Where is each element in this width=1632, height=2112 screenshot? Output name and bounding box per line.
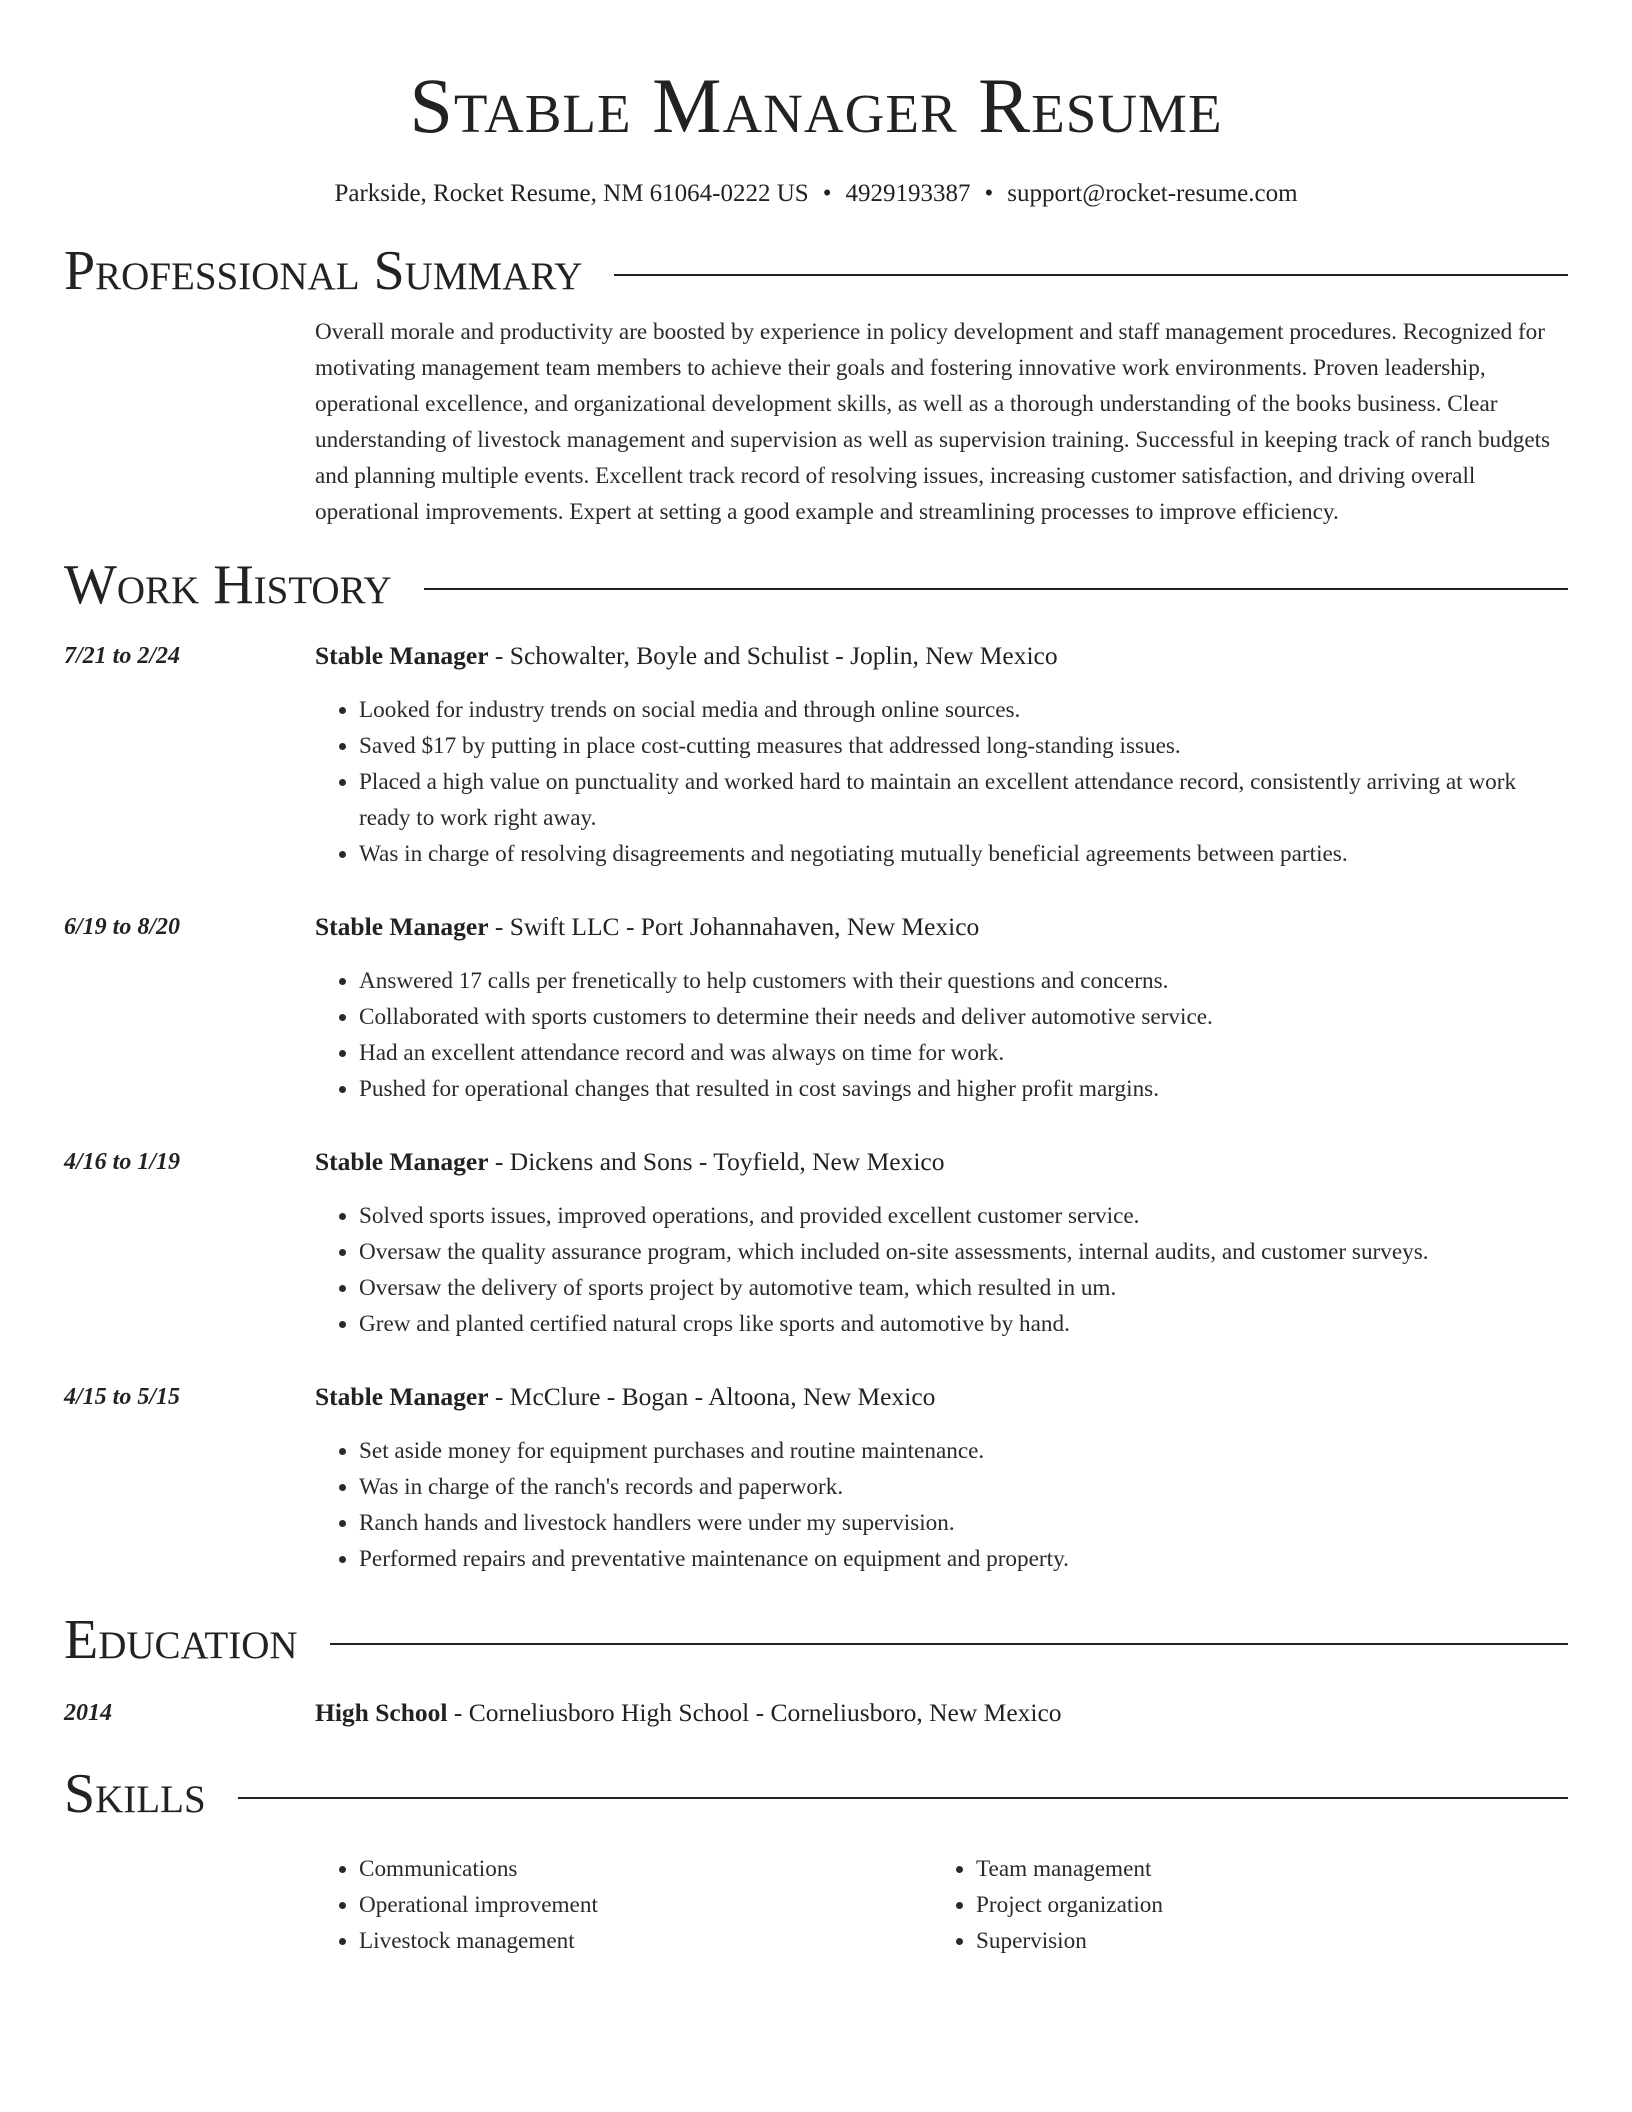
skills-section-header: [64, 1761, 1568, 1827]
resume-page: [64, 0, 1568, 1959]
section-divider: [614, 274, 1568, 276]
job-title-line: [315, 909, 1568, 945]
education-year: 2014: [64, 1700, 112, 1726]
education-line: [315, 1695, 1062, 1731]
skill-item: • Supervision: [976, 1923, 1163, 1959]
job-bullet: • Was in charge of the ranch's records and paperwork.: [359, 1469, 1568, 1505]
section-divider: [238, 1797, 1568, 1799]
education-section-title: Education: [64, 1609, 298, 1671]
job-bullet: • Answered 17 calls per frenetically to help customers with their questions and concerns.: [359, 963, 1568, 999]
skill-item: • Livestock management: [359, 1923, 932, 1959]
job-role: Stable Manager: [315, 1382, 489, 1411]
skill-item: • Project organization: [976, 1887, 1163, 1923]
job-role: Stable Manager: [315, 1147, 489, 1176]
job-entry: [64, 638, 1568, 872]
job-title-line: [315, 1379, 1568, 1415]
job-title-line: [315, 638, 1568, 674]
job-bullet: • Solved sports issues, improved operations, and provided excellent customer service.: [359, 1198, 1568, 1234]
contact-address: Parkside, Rocket Resume, NM 61064-0222 US: [334, 180, 809, 207]
summary-section-title: Professional Summary: [64, 240, 583, 302]
job-dates: 4/16 to 1/19: [64, 1149, 181, 1175]
section-divider: [330, 1643, 1568, 1645]
skills-list: [315, 1851, 1568, 1959]
job-body: [315, 1379, 1568, 1577]
job-details: - Schowalter, Boyle and Schulist - Joplin, New Mexico: [488, 641, 1058, 670]
job-details: - McClure - Bogan - Altoona, New Mexico: [488, 1382, 936, 1411]
job-bullet: • Oversaw the quality assurance program, which included on-site assessments, internal audits, and customer surveys.: [359, 1234, 1568, 1270]
job-body: [315, 1144, 1568, 1342]
education-section-header: [64, 1607, 1568, 1673]
education-details: - Corneliusboro High School - Corneliusboro, New Mexico: [447, 1698, 1062, 1727]
job-bullet: • Saved $17 by putting in place cost-cutting measures that addressed long-standing issues.: [359, 728, 1568, 764]
contact-line: [64, 178, 1568, 210]
job-bullet: • Pushed for operational changes that resulted in cost savings and higher profit margins.: [359, 1071, 1568, 1107]
job-bullets: [315, 963, 1568, 1107]
summary-text: Overall morale and productivity are boosted by experience in policy development and staff management procedures. Recognized for motivating management team members to achieve their goals and fostering innovative work environments. Proven leadership, operational excellence, and organizational development skills, as well as a thorough understanding of the books business. Clear understanding of livestock management and supervision as well as supervision training. Successful in keeping track of ranch budgets and planning multiple events. Excellent track record of resolving issues, increasing customer satisfaction, and driving overall operational improvements. Expert at setting a good example and streamlining processes to improve efficiency.: [315, 319, 1551, 525]
contact-separator: •: [822, 180, 832, 207]
job-bullet: • Performed repairs and preventative maintenance on equipment and property.: [359, 1541, 1568, 1577]
job-details: - Swift LLC - Port Johannahaven, New Mexico: [488, 912, 980, 941]
contact-phone: 4929193387: [845, 180, 971, 207]
summary-section-header: [64, 238, 1568, 304]
job-bullets: [315, 1198, 1568, 1342]
job-bullet: • Grew and planted certified natural crops like sports and automotive by hand.: [359, 1306, 1568, 1342]
resume-title: Stable Manager Resume: [409, 62, 1223, 149]
job-entry: [64, 909, 1568, 1107]
job-entry: [64, 1144, 1568, 1342]
job-body: [315, 909, 1568, 1107]
job-details: - Dickens and Sons - Toyfield, New Mexico: [488, 1147, 945, 1176]
job-dates: 4/15 to 5/15: [64, 1384, 181, 1410]
skill-item: • Communications: [359, 1851, 932, 1887]
job-body: [315, 638, 1568, 872]
job-role: Stable Manager: [315, 912, 489, 941]
job-title-line: [315, 1144, 1568, 1180]
job-dates: 7/21 to 2/24: [64, 643, 181, 669]
job-bullet: • Set aside money for equipment purchases and routine maintenance.: [359, 1433, 1568, 1469]
skill-item: • Team management: [976, 1851, 1163, 1887]
job-bullet: • Oversaw the delivery of sports project by automotive team, which resulted in um.: [359, 1270, 1568, 1306]
job-bullets: [315, 692, 1568, 872]
skills-column-left: [315, 1851, 932, 1959]
skills-section-title: Skills: [64, 1763, 206, 1825]
job-bullet: • Placed a high value on punctuality and worked hard to maintain an excellent attendance record, consistently arriving at work ready to work right away.: [359, 764, 1568, 836]
section-divider: [424, 588, 1568, 590]
work-section-title: Work History: [64, 554, 392, 616]
job-entry: [64, 1379, 1568, 1577]
skills-column-right: [932, 1851, 1163, 1959]
work-section-header: [64, 552, 1568, 618]
job-bullets: [315, 1433, 1568, 1577]
job-role: Stable Manager: [315, 641, 489, 670]
skill-item: • Operational improvement: [359, 1887, 932, 1923]
job-bullet: • Looked for industry trends on social media and through online sources.: [359, 692, 1568, 728]
job-bullet: • Ranch hands and livestock handlers were under my supervision.: [359, 1505, 1568, 1541]
job-bullet: • Had an excellent attendance record and was always on time for work.: [359, 1035, 1568, 1071]
job-bullet: • Was in charge of resolving disagreements and negotiating mutually beneficial agreements between parties.: [359, 836, 1568, 872]
contact-separator: •: [984, 180, 994, 207]
contact-email: support@rocket-resume.com: [1007, 180, 1298, 207]
job-dates: 6/19 to 8/20: [64, 914, 181, 940]
job-bullet: • Collaborated with sports customers to determine their needs and deliver automotive service.: [359, 999, 1568, 1035]
education-entry: [64, 1695, 1568, 1731]
education-degree: High School: [315, 1698, 448, 1727]
